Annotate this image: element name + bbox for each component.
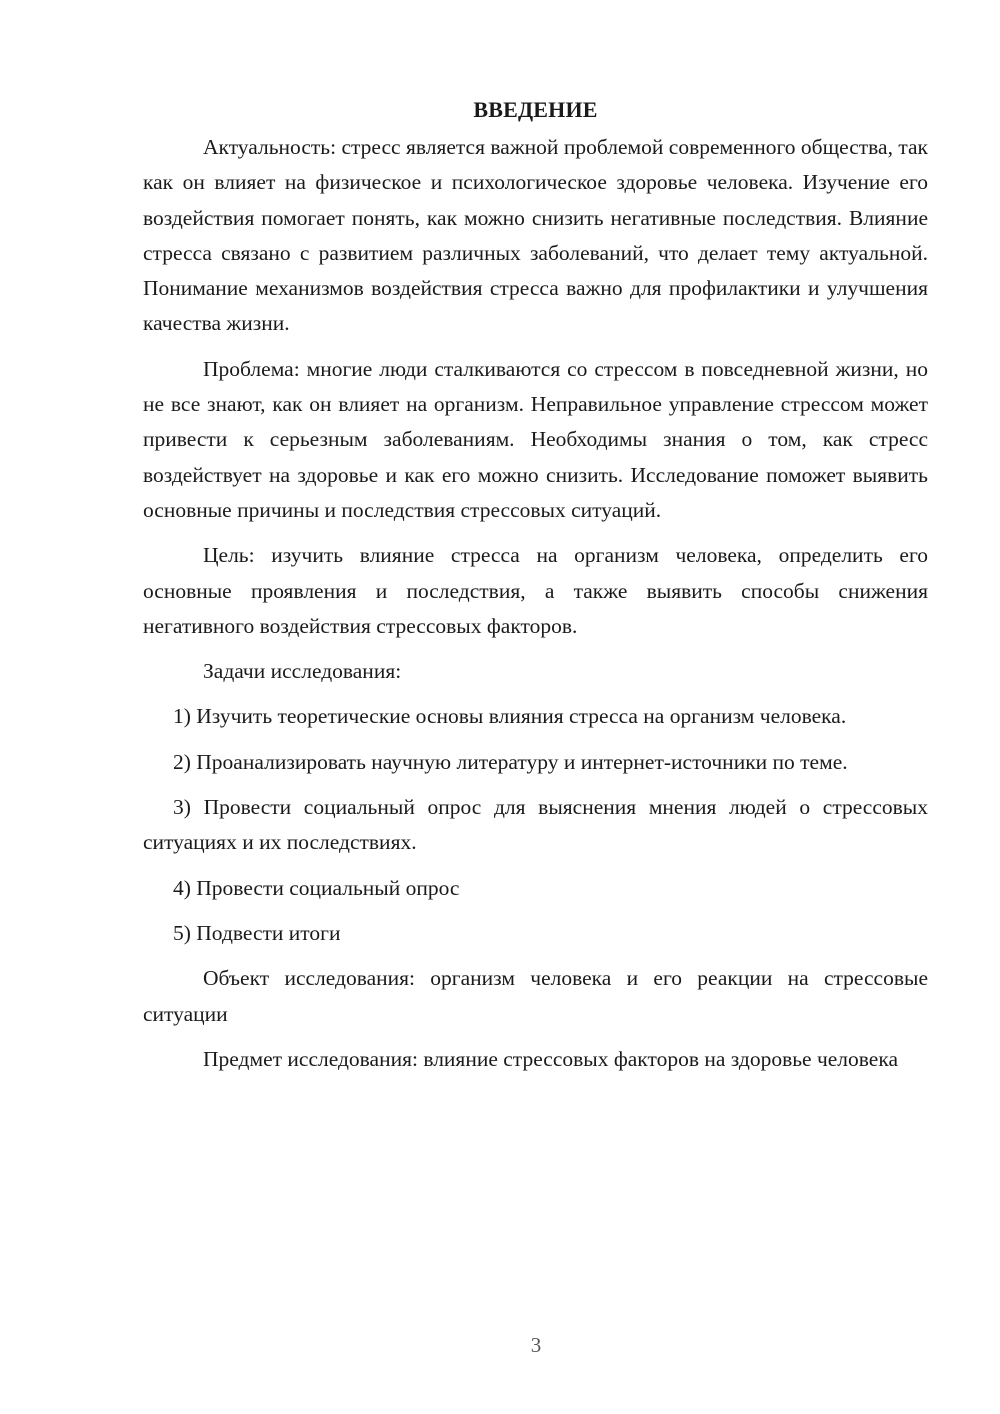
relevance-paragraph: Актуальность: стресс является важной проблемой современного общества, так как он влияет на физическое и психологическое здоровье человека. Изучение его воздействия помогает понять, как можно снизить негативные последствия. Влияние стресса связано с развитием различных заболеваний, что делает тему актуальной. Понимание механизмов воздействия стресса важно для профилактики и улучшения качества жизни. <box>143 135 928 336</box>
tasks-heading: Задачи исследования: <box>203 659 402 684</box>
problem-paragraph: Проблема: многие люди сталкиваются со стрессом в повседневной жизни, но не все знают, как он влияет на организм. Неправильное управление стрессом может привести к серьезным заболеваниям. Необходимы знания о том, как стресс воздействует на здоровье и как его можно снизить. Исследование поможет выявить основные причины и последствия стрессовых ситуаций. <box>143 356 928 522</box>
page-number: 3 <box>530 1333 542 1357</box>
document-page <box>143 92 928 1087</box>
task-item-1: 1) Изучить теоретические основы влияния стресса на организм человека. <box>173 704 847 729</box>
goal-paragraph: Цель: изучить влияние стресса на организм человека, определить его основные проявления и последствия, а также выявить способы снижения негативного воздействия стрессовых факторов. <box>143 543 928 638</box>
task-item-2: 2) Проанализировать научную литературу и интернет-источники по теме. <box>173 749 848 774</box>
research-subject-paragraph: Предмет исследования: влияние стрессовых факторов на здоровье человека <box>203 1046 899 1071</box>
section-title: ВВЕДЕНИЕ <box>473 97 598 122</box>
research-object-paragraph: Объект исследования: организм человека и его реакции на стрессовые ситуации <box>143 966 928 1026</box>
task-item-4: 4) Провести социальный опрос <box>173 875 460 900</box>
task-item-3: 3) Провести социальный опрос для выяснения мнения людей о стрессовых ситуациях и их последствиях. <box>143 795 928 855</box>
task-item-5: 5) Подвести итоги <box>173 920 341 945</box>
